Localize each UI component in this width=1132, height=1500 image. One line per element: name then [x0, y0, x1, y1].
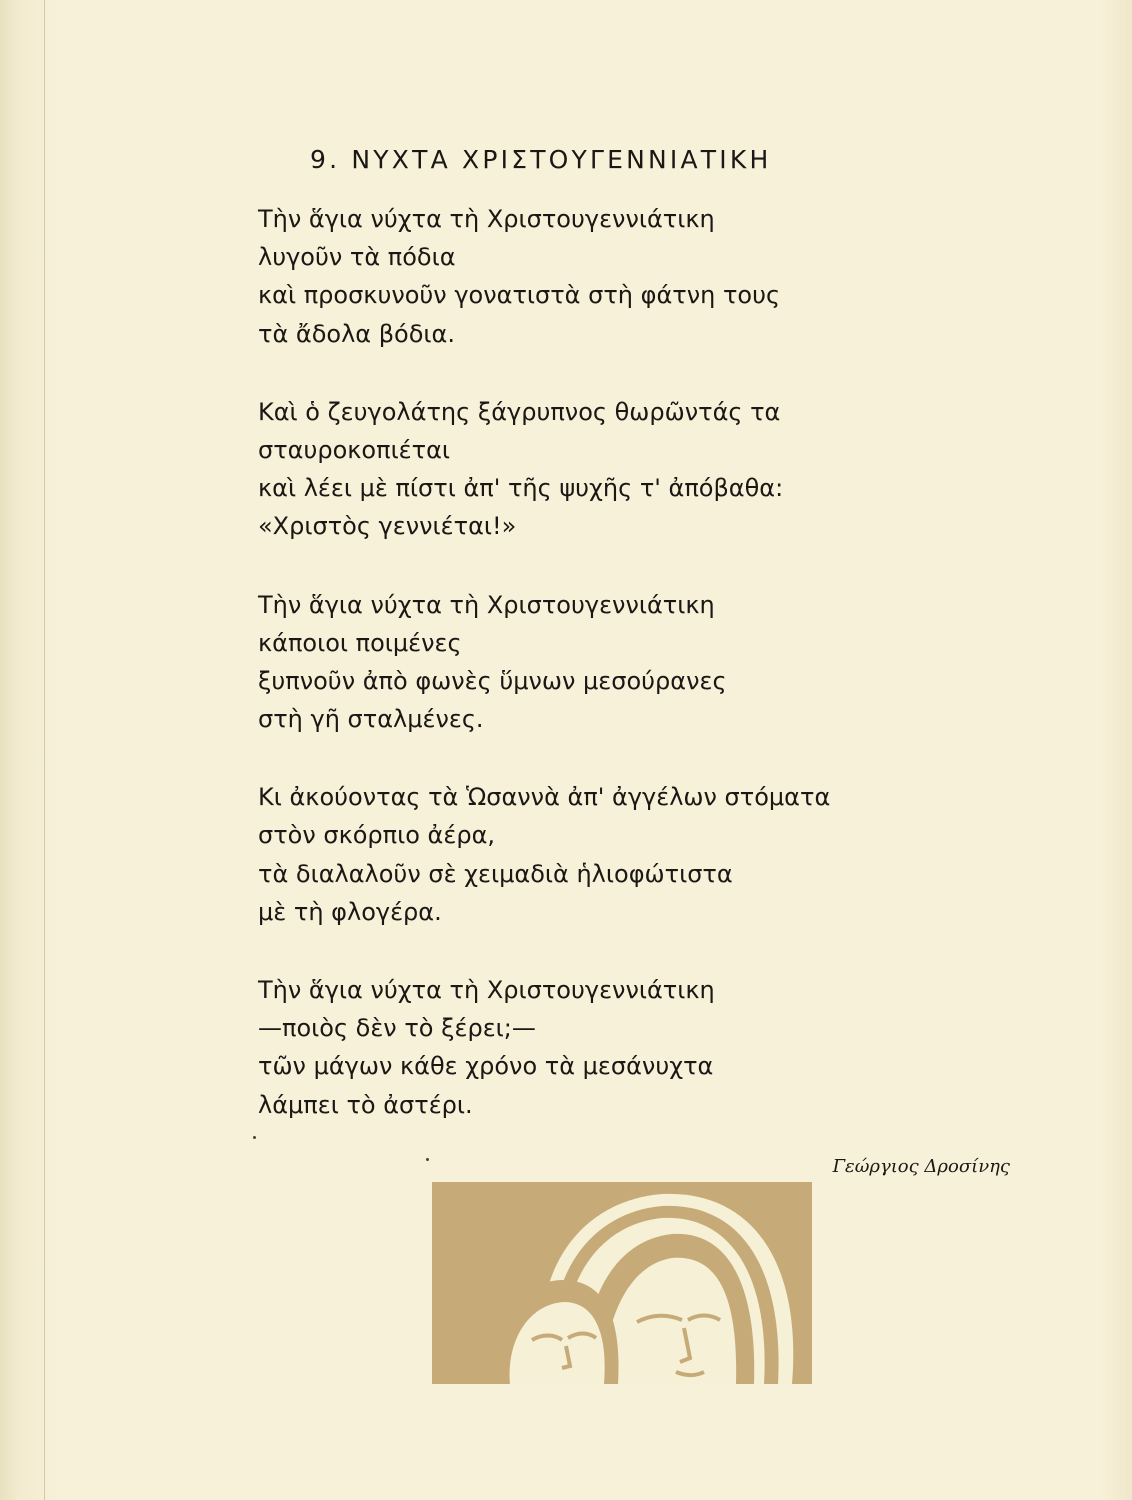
poem-line: Κι ἀκούοντας τὰ Ὡσαννὰ ἀπ' ἀγγέλων στόματα	[258, 783, 831, 812]
poem-line: μὲ τὴ φλογέρα.	[258, 897, 442, 926]
poem-line: Τὴν ἅγια νύχτα τὴ Χριστουγεννιάτικη	[258, 205, 715, 233]
poem-line: Τὴν ἅγια νύχτα τὴ Χριστουγεννιάτικη	[258, 976, 715, 1004]
poem-line: λάμπει τὸ ἀστέρι.	[258, 1090, 473, 1119]
stanza-5	[258, 971, 1018, 1124]
poem-line: τὰ διαλαλοῦν σὲ χειμαδιὰ ἡλιοφώτιστα	[258, 859, 733, 888]
poem-line: κάποιοι ποιμένες	[258, 628, 462, 657]
icon-illustration	[432, 1182, 812, 1384]
poem-line: καὶ προσκυνοῦν γονατιστὰ στὴ φάτνη τους	[258, 281, 781, 310]
print-speck	[426, 1158, 429, 1161]
poem-line: στὴ γῆ σταλμένες.	[258, 705, 484, 734]
print-speck	[253, 1136, 256, 1139]
stanza-3	[258, 586, 1018, 739]
poem-line: τὰ ἄδολα βόδια.	[258, 319, 455, 348]
poem-line: σταυροκοπιέται	[258, 435, 451, 464]
stanza-4	[258, 778, 1018, 931]
poem-line: καὶ λέει μὲ πίστι ἀπ' τῆς ψυχῆς τ' ἀπόβαθα:	[258, 474, 784, 503]
stanza-2	[258, 393, 1018, 546]
author-signature: Γεώργιος Δροσίνης	[832, 1156, 1010, 1177]
poem-line: τῶν μάγων κάθε χρόνο τὰ μεσάνυχτα	[258, 1052, 714, 1081]
poem-line: στὸν σκόρπιο ἀέρα,	[258, 821, 496, 850]
stanza-1	[258, 200, 1018, 353]
poem-line: Καὶ ὁ ζευγολάτης ξάγρυπνος θωρῶντάς τα	[258, 397, 781, 426]
poem-line: «Χριστὸς γεννιέται!»	[258, 512, 517, 541]
poem-body	[258, 200, 1018, 1164]
poem-line: λυγοῦν τὰ πόδια	[258, 243, 456, 272]
binding-edge	[44, 0, 45, 1500]
poem-line: —ποιὸς δὲν τὸ ξέρει;—	[258, 1014, 536, 1043]
madonna-and-child-icon	[432, 1182, 812, 1384]
poem-line: Τὴν ἅγια νύχτα τὴ Χριστουγεννιάτικη	[258, 590, 715, 619]
poem-line: ξυπνοῦν ἀπὸ φωνὲς ὕμνων μεσούρανες	[258, 666, 727, 695]
poem-title: 9. ΝΥΧΤΑ ΧΡΙΣΤΟΥΓΕΝΝΙΑΤΙΚΗ	[310, 144, 772, 174]
